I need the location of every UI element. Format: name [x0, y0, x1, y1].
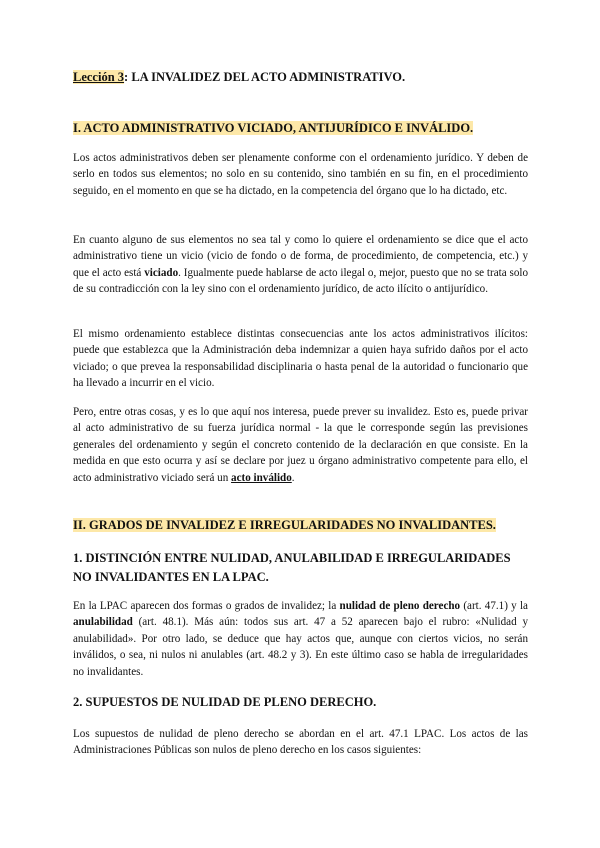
term-anulabilidad: anulabilidad: [73, 616, 133, 629]
paragraph-4-text-a: Pero, entre otras cosas, y es lo que aquí nos interesa, puede prever su invalidez. Esto es, puede privar al acto administrativo de su fuerza jurídica normal - la que le corresponde según las previsiones generales del ordenamiento y según el concreto contenido de la declaración en que consiste. En la medida en que esto ocurra y así se declare por juez u órgano administrativo competente para ello, el acto administrativo viciado será un: [73, 406, 528, 484]
subheading-2: 2. SUPUESTOS DE NULIDAD DE PLENO DERECHO.: [73, 695, 377, 709]
term-nulidad-pleno-derecho: nulidad de pleno derecho: [339, 600, 461, 612]
paragraph-2: [73, 232, 528, 298]
paragraph-2-text-b: . Igualmente puede hablarse de acto ilegal o, mejor, puesto que no se trata solo de su contradicción con la ley sino con el ordenamiento jurídico, de acto ilícito o antijurídico.: [73, 266, 528, 296]
paragraph-5: [73, 598, 528, 680]
paragraph-4: [73, 404, 528, 486]
term-viciado: viciado: [144, 266, 179, 279]
paragraph-5-text-a: En la LPAC aparecen dos formas o grados de invalidez; la: [73, 600, 340, 612]
paragraph-3: El mismo ordenamiento establece distintas consecuencias ante los actos administrativos ilícitos: puede que establezca que la Administración deba indemnizar a quien haya sufrido daños por el acto viciado; o que prevea la responsabilidad disciplinaria o hasta penal de la autoridad o funcionario que ha llevado a incurrir en el vicio.: [73, 328, 528, 390]
paragraph-1: Los actos administrativos deben ser plenamente conforme con el ordenamiento jurídico. Y deben de serlo en todos sus elementos; no solo en su contenido, sino también en su fin, en el procedimiento seguido, en el momento en que se ha dictado, en la competencia del órgano que lo ha dictado, etc.: [73, 152, 528, 197]
paragraph-4-text-b: .: [291, 471, 295, 484]
paragraph-5-text-b: (art. 47.1) y la: [460, 600, 528, 612]
term-acto-invalido: acto inválido: [231, 471, 292, 484]
section-heading-2: [73, 518, 528, 533]
lesson-number: Lección 3: [73, 70, 125, 84]
paragraph-5-text-c: (art. 48.1). Más aún: todos sus art. 47 a 52 aparecen bajo el rubro: «Nulidad y anulabilidad». Por otro lado, se deduce que hay actos que, aunque con ciertos vicios, no serán inválidos, o sea, ni nulos ni anulables (art. 48.2 y 3). En este último caso se habla de irregularidades no invalidantes.: [73, 616, 528, 678]
paragraph-2-text-a: En cuanto alguno de sus elementos no sea tal y como lo quiere el ordenamiento se dice que el acto administrativo tiene un vicio (vicio de fondo o de forma, de procedimiento, de competencia, etc.) y que el acto está: [73, 234, 528, 279]
section-heading-1: [73, 121, 528, 136]
paragraph-6: Los supuestos de nulidad de pleno derecho se abordan en el art. 47.1 LPAC. Los actos de las Administraciones Públicas son nulos de pleno derecho en los casos siguientes:: [73, 728, 528, 757]
subheading-1: 1. DISTINCIÓN ENTRE NULIDAD, ANULABILIDAD E IRREGULARIDADES NO INVALIDANTES EN LA LPAC.: [73, 551, 511, 584]
section-heading-1-text: I. ACTO ADMINISTRATIVO VICIADO, ANTIJURÍDICO E INVÁLIDO.: [73, 121, 474, 135]
section-heading-2-text: II. GRADOS DE INVALIDEZ E IRREGULARIDADES NO INVALIDANTES.: [73, 518, 496, 532]
lesson-title-text: : LA INVALIDEZ DEL ACTO ADMINISTRATIVO.: [124, 70, 406, 84]
lesson-title: [73, 70, 528, 85]
